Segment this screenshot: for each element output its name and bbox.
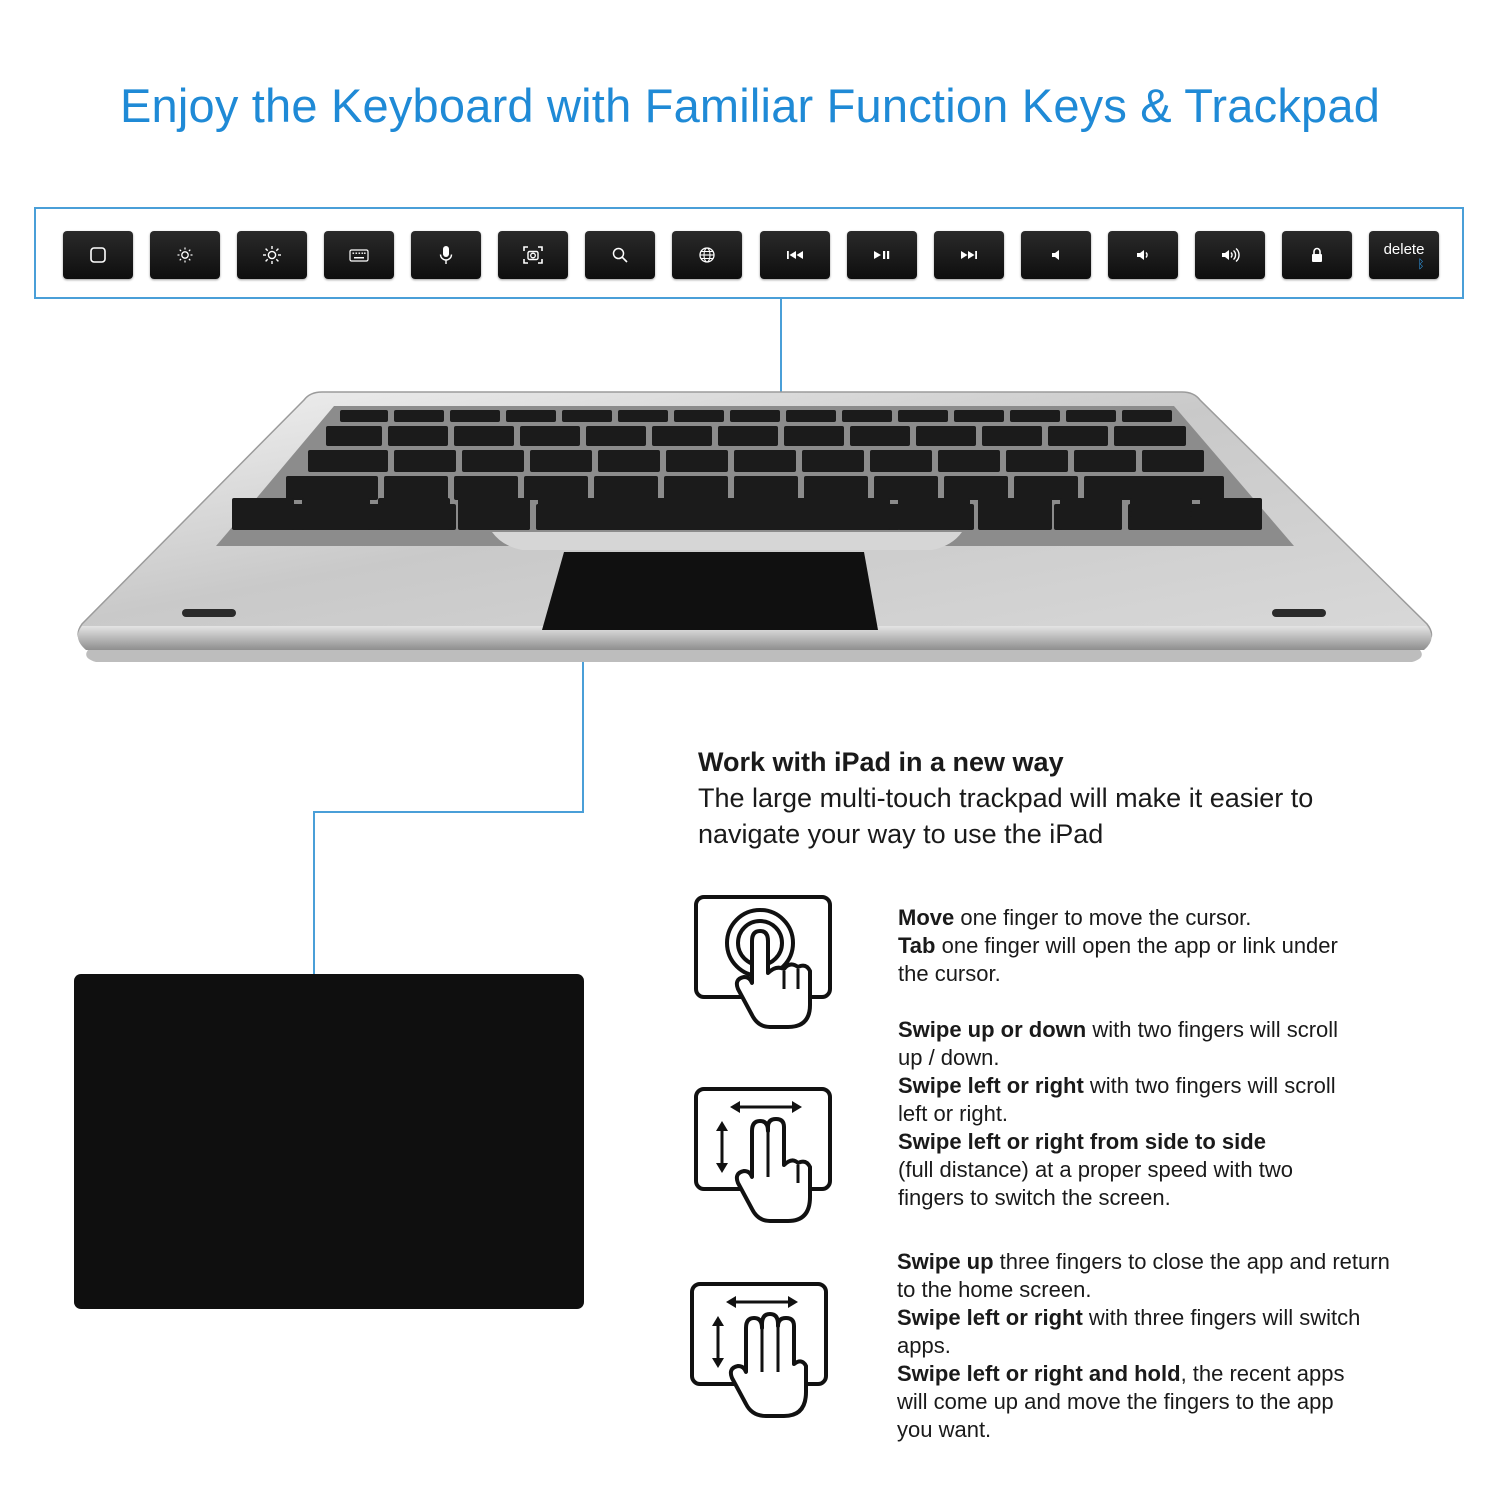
play-pause-icon	[871, 244, 893, 266]
gesture-2-line-7: fingers to switch the screen.	[898, 1185, 1171, 1210]
microphone-icon	[435, 244, 457, 266]
gesture-3-text	[897, 1248, 1390, 1444]
trackpad-subheading-line2: navigate your way to use the iPad	[698, 819, 1104, 849]
gesture-2-text	[898, 1016, 1338, 1212]
next-track-icon	[958, 244, 980, 266]
delete-key-label: delete	[1383, 241, 1425, 258]
brightness-down-icon	[174, 244, 196, 266]
mute-key[interactable]	[1021, 231, 1091, 279]
gesture-1-line-1: Move one finger to move the cursor.	[898, 905, 1252, 930]
gesture-3-line-2: to the home screen.	[897, 1277, 1092, 1302]
globe-icon	[696, 244, 718, 266]
previous-track-icon	[784, 244, 806, 266]
screenshot-key[interactable]	[498, 231, 568, 279]
previous-track-key[interactable]	[760, 231, 830, 279]
gesture-3-line-6: will come up and move the fingers to the app	[897, 1389, 1334, 1414]
next-track-key[interactable]	[934, 231, 1004, 279]
two-finger-swipe-icon	[692, 1085, 837, 1227]
trackpad-closeup	[74, 974, 584, 1309]
gesture-3-line-7: you want.	[897, 1417, 992, 1442]
search-key[interactable]	[585, 231, 655, 279]
gesture-2-line-2: up / down.	[898, 1045, 1000, 1070]
volume-down-icon	[1132, 244, 1154, 266]
gesture-2-line-1: Swipe up or down with two fingers will scroll	[898, 1017, 1339, 1042]
brightness-up-key[interactable]	[237, 231, 307, 279]
trackpad-subheading-line1: The large multi-touch trackpad will make it easier to	[698, 783, 1314, 813]
keyboard-key[interactable]	[324, 231, 394, 279]
gesture-1-text	[898, 904, 1338, 988]
three-finger-swipe-icon	[688, 1280, 833, 1422]
microphone-key[interactable]	[411, 231, 481, 279]
volume-up-key[interactable]	[1195, 231, 1265, 279]
one-finger-tap-icon	[692, 893, 837, 1033]
keyboard-icon	[348, 244, 370, 266]
brightness-down-key[interactable]	[150, 231, 220, 279]
lock-icon	[1306, 244, 1328, 266]
gesture-2-line-3: Swipe left or right with two fingers will scroll	[898, 1073, 1336, 1098]
gesture-2-line-4: left or right.	[898, 1101, 1009, 1126]
lock-key[interactable]	[1282, 231, 1352, 279]
bluetooth-icon: ᛒ	[1417, 257, 1425, 271]
gesture-3-line-4: apps.	[897, 1333, 951, 1358]
page-title: Enjoy the Keyboard with Familiar Function Keys & Trackpad	[119, 79, 1381, 132]
delete-key[interactable]	[1369, 231, 1439, 279]
screenshot-icon	[522, 244, 544, 266]
connector-trackpad-horizontal	[313, 811, 584, 813]
globe-key[interactable]	[672, 231, 742, 279]
mute-icon	[1045, 244, 1067, 266]
brightness-up-icon	[261, 244, 283, 266]
home-icon	[87, 244, 109, 266]
keyboard-illustration	[72, 386, 1436, 668]
gesture-1-line-3: the cursor.	[898, 961, 1001, 986]
play-pause-key[interactable]	[847, 231, 917, 279]
gesture-2-line-5: Swipe left or right from side to side	[898, 1129, 1266, 1154]
gesture-3-line-3: Swipe left or right with three fingers will switch	[897, 1305, 1361, 1330]
volume-down-key[interactable]	[1108, 231, 1178, 279]
gesture-2-line-6: (full distance) at a proper speed with two	[898, 1157, 1293, 1182]
trackpad-heading: Work with iPad in a new way	[698, 747, 1064, 777]
volume-up-icon	[1219, 244, 1241, 266]
gesture-3-line-5: Swipe left or right and hold, the recent apps	[897, 1361, 1345, 1386]
home-key[interactable]	[63, 231, 133, 279]
gesture-1-line-2: Tab one finger will open the app or link under	[898, 933, 1338, 958]
gesture-3-line-1: Swipe up three fingers to close the app and return	[897, 1249, 1390, 1274]
search-icon	[609, 244, 631, 266]
